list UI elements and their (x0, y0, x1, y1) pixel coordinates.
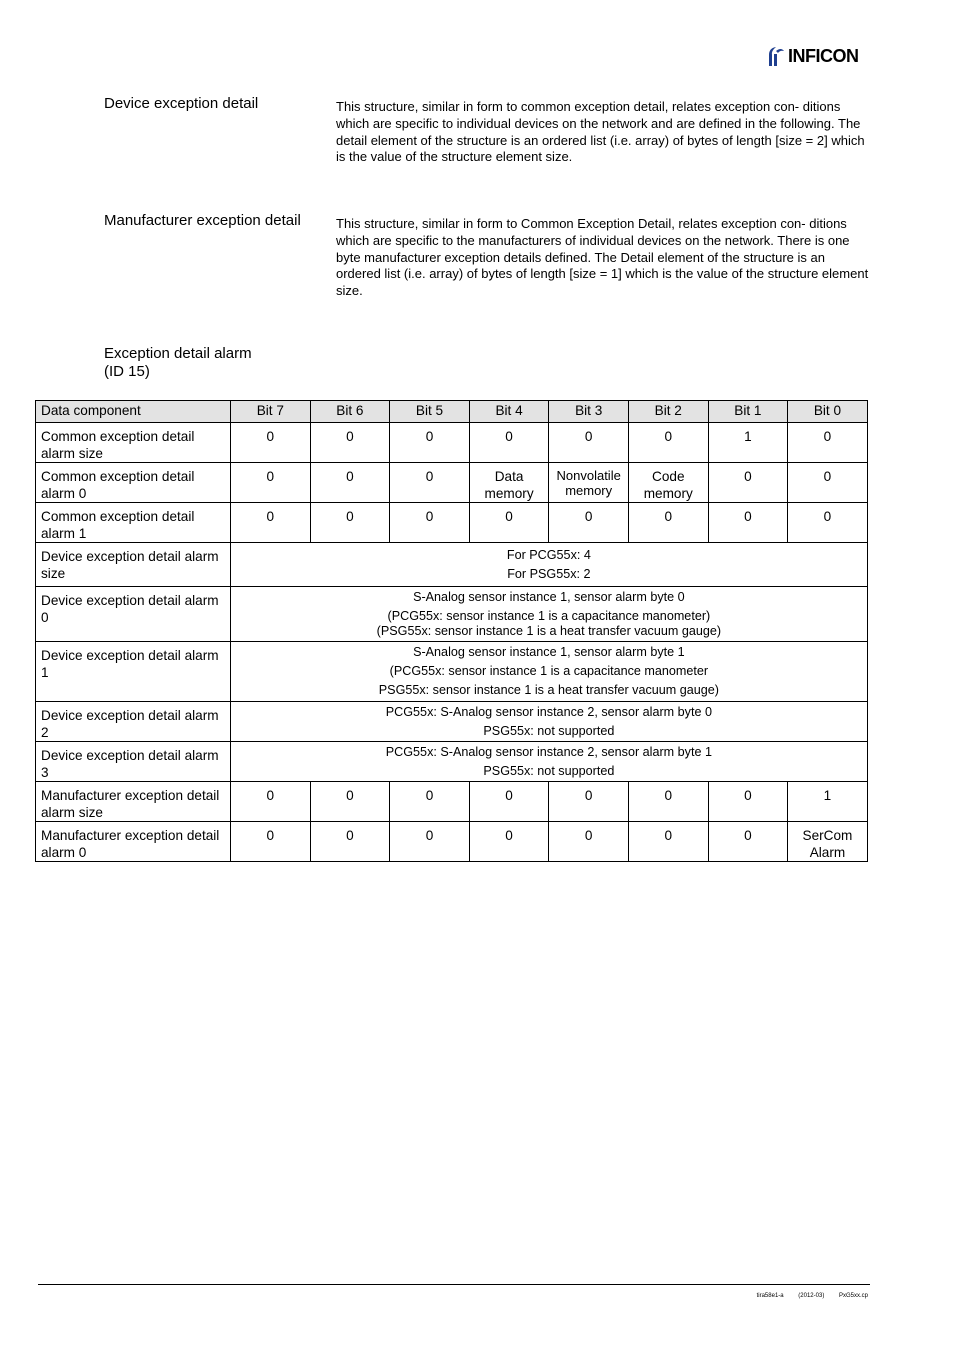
row-label: Device exception detail alarm size (36, 543, 231, 587)
merged-cell-line: S-Analog sensor instance 1, sensor alarm byte 1 (413, 645, 685, 659)
bit-cell: 0 (390, 822, 470, 862)
bit-cell: 0 (310, 782, 390, 822)
bit-cell: 0 (549, 822, 629, 862)
merged-cell-line: PSG55x: sensor instance 1 is a heat transfer vacuum gauge) (378, 683, 719, 697)
bit-cell: 0 (469, 503, 549, 543)
row-label: Manufacturer exception detail alarm 0 (36, 822, 231, 862)
footer-divider (38, 1284, 870, 1285)
bit-cell: 0 (628, 503, 708, 543)
merged-cell-line: PSG55x: not supported (483, 724, 615, 738)
bit-cell: 0 (469, 423, 549, 463)
table-row (36, 702, 868, 742)
table-row (36, 503, 868, 543)
inficon-logo (766, 44, 859, 68)
bit-cell: 0 (231, 423, 311, 463)
footer-date: (2012-03) (798, 1293, 825, 1299)
table-header-row (36, 401, 868, 423)
bit-cell: 0 (310, 463, 390, 503)
bit-cell: 1 (788, 782, 868, 822)
merged-cell (231, 642, 868, 702)
bit-cell: 0 (231, 503, 311, 543)
merged-cell-line: PCG55x: S-Analog sensor instance 2, sensor alarm byte 0 (385, 705, 712, 719)
bit-cell: Code memory (628, 463, 708, 503)
bit-cell: Data memory (469, 463, 549, 503)
table-row (36, 782, 868, 822)
column-header: Bit 2 (628, 401, 708, 423)
merged-cell (231, 587, 868, 642)
bit-cell: 0 (390, 503, 470, 543)
table-row (36, 822, 868, 862)
section-text-manufacturer-exception: This structure, similar in form to Common Exception Detail, relates exception con- ditions which are specific to the manufacturers of individual devices on the network. There is one byte manufacturer exception details defined. The Detail element of the structure is an ordered list (i.e. array) of bytes of length [size = 1] which is the value of the structure element size. (336, 216, 869, 299)
bit-cell: 0 (310, 822, 390, 862)
merged-cell-line: (PCG55x: sensor instance 1 is a capacitance manometer (389, 664, 709, 678)
merged-cell (231, 702, 868, 742)
column-header: Bit 6 (310, 401, 390, 423)
footer-doc-id: tira58e1-a (756, 1293, 784, 1299)
table-row (36, 742, 868, 782)
bit-cell: 0 (469, 782, 549, 822)
row-label: Common exception detail alarm size (36, 423, 231, 463)
bit-cell: 0 (708, 822, 788, 862)
bit-cell: 0 (469, 822, 549, 862)
table-row (36, 642, 868, 702)
bit-cell: 0 (788, 423, 868, 463)
bit-cell: 0 (628, 423, 708, 463)
table-row (36, 587, 868, 642)
bit-cell: 0 (628, 782, 708, 822)
footer-doc-info (757, 1293, 868, 1299)
column-header: Bit 3 (549, 401, 629, 423)
merged-cell-line: PSG55x: not supported (483, 764, 615, 778)
section-heading-exception-alarm: Exception detail alarm (ID 15) (104, 345, 252, 380)
merged-cell-line: S-Analog sensor instance 1, sensor alarm byte 0 (413, 590, 685, 604)
merged-cell (231, 543, 868, 587)
merged-cell-line: PCG55x: S-Analog sensor instance 2, sensor alarm byte 1 (385, 745, 712, 759)
footer-file: PxG5xx.cp (838, 1293, 868, 1299)
table-row (36, 423, 868, 463)
bit-cell: SerCom Alarm (788, 822, 868, 862)
section-text-device-exception: This structure, similar in form to common exception detail, relates exception con- ditions which are specific to individual devices on the network and are defined in the following. The detail element of the structure is an ordered list (i.e. array) of bytes of length [size = 2] which is the value of the structure element size. (336, 99, 865, 165)
section-heading-device-exception: Device exception detail (104, 95, 259, 112)
row-label: Device exception detail alarm 2 (36, 702, 231, 742)
bit-cell: 0 (231, 782, 311, 822)
row-label: Common exception detail alarm 0 (36, 463, 231, 503)
column-header: Bit 4 (469, 401, 549, 423)
column-header: Bit 5 (390, 401, 470, 423)
bit-cell: 0 (788, 503, 868, 543)
bit-cell: 0 (708, 463, 788, 503)
table-row (36, 463, 868, 503)
column-header: Data component (36, 401, 231, 423)
bit-cell: 0 (708, 782, 788, 822)
bit-cell: 0 (390, 423, 470, 463)
column-header: Bit 0 (788, 401, 868, 423)
bit-cell: 0 (310, 423, 390, 463)
bit-cell: Nonvolatile memory (549, 463, 629, 503)
bit-cell: 0 (231, 822, 311, 862)
merged-cell-line: For PSG55x: 2 (507, 567, 591, 581)
row-label: Device exception detail alarm 1 (36, 642, 231, 702)
merged-cell-line: (PSG55x: sensor instance 1 is a heat transfer vacuum gauge) (376, 624, 722, 638)
row-label: Manufacturer exception detail alarm size (36, 782, 231, 822)
table-row (36, 543, 868, 587)
row-label: Device exception detail alarm 3 (36, 742, 231, 782)
bit-cell: 0 (549, 782, 629, 822)
row-label: Device exception detail alarm 0 (36, 587, 231, 642)
logo-text: INFICON (788, 46, 859, 66)
bit-cell: 0 (310, 503, 390, 543)
bit-cell: 0 (708, 503, 788, 543)
inficon-logo-icon (766, 45, 786, 67)
bit-cell: 0 (549, 503, 629, 543)
column-header: Bit 1 (708, 401, 788, 423)
bit-cell: 1 (708, 423, 788, 463)
bit-cell: 0 (390, 463, 470, 503)
bit-cell: 0 (549, 423, 629, 463)
row-label: Common exception detail alarm 1 (36, 503, 231, 543)
merged-cell-line: (PCG55x: sensor instance 1 is a capacitance manometer) (387, 609, 711, 623)
section-heading-manufacturer-exception: Manufacturer exception detail (104, 212, 301, 229)
bit-cell: 0 (231, 463, 311, 503)
bit-cell: 0 (788, 463, 868, 503)
bit-cell: 0 (390, 782, 470, 822)
exception-alarm-table (35, 400, 868, 862)
column-header: Bit 7 (231, 401, 311, 423)
merged-cell-line: For PCG55x: 4 (506, 548, 591, 562)
bit-cell: 0 (628, 822, 708, 862)
merged-cell (231, 742, 868, 782)
